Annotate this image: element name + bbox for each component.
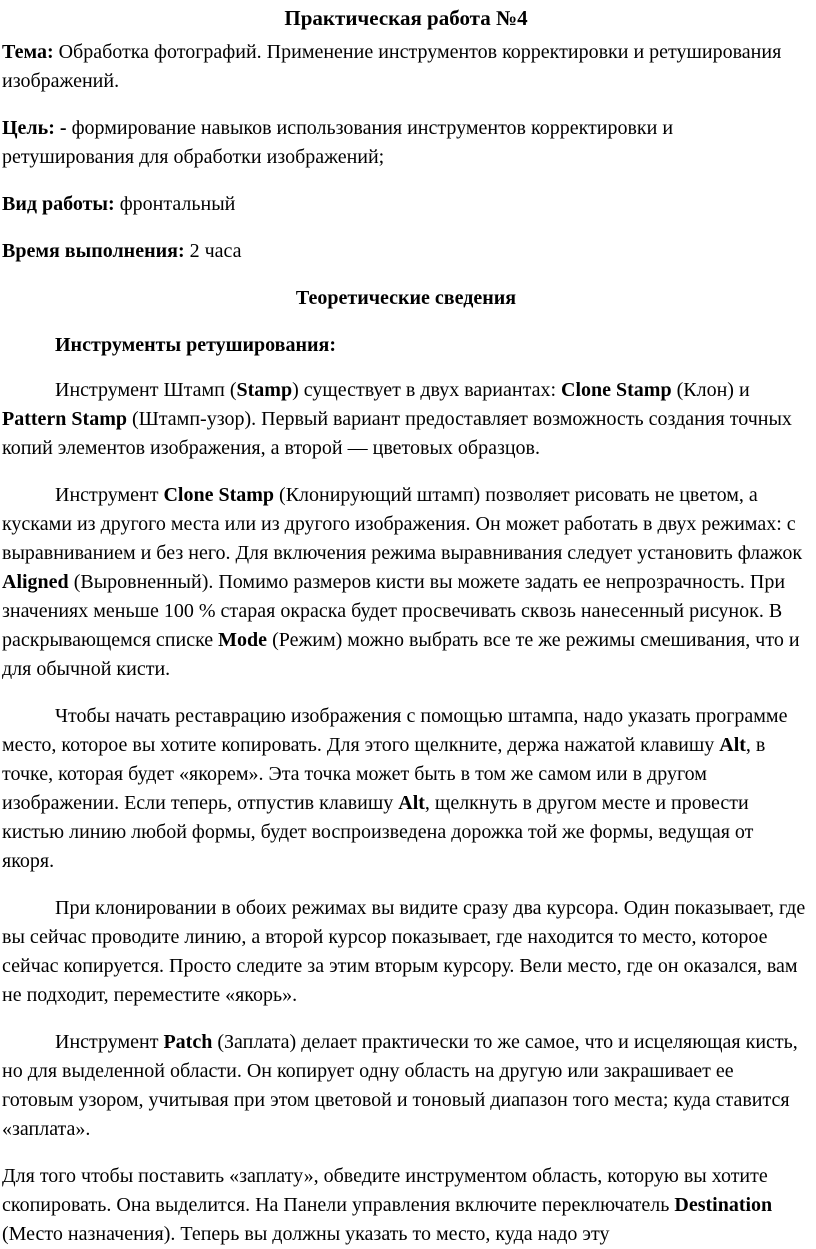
- paragraph-cloning-cursors: При клонировании в обоих режимах вы видите сразу два курсора. Один показывает, где вы сейчас проводите линию, а второй курсор показывает, где находится то место, которое сейчас копируется. Просто следите за этим вторым курсору. Вели место, где он оказался, вам не подходит, переместите «якорь».: [2, 897, 806, 1006]
- term-destination: Destination: [674, 1194, 773, 1216]
- meta-worktype: [2, 190, 810, 219]
- term-clone-stamp: Clone Stamp: [163, 484, 275, 506]
- time-text: 2 часа: [184, 240, 242, 262]
- term-mode: Mode: [218, 629, 268, 651]
- text-run: , в точке, которая будет «якорем». Эта точка может быть в том же самом или в другом изображении. Если теперь, отпустив клавишу: [2, 734, 766, 814]
- text-run: (Клон) и: [671, 379, 750, 401]
- goal-text: формирование навыков использования инструментов корректировки и ретуширования для обработки изображений;: [2, 117, 674, 168]
- term-alt: Alt: [719, 734, 746, 756]
- text-run: Инструмент Штамп (: [55, 379, 237, 401]
- worktype-label: Вид работы:: [2, 193, 115, 215]
- page-title: Практическая работа №4: [284, 6, 528, 30]
- text-run: (Режим) можно выбрать все те же режимы смешивания, что и для обычной кисти.: [2, 629, 800, 680]
- meta-time: [2, 237, 810, 266]
- worktype-text: фронтальный: [114, 193, 236, 215]
- paragraph-restoration: [2, 702, 810, 876]
- paragraph-stamp: [2, 376, 810, 463]
- text-run: (Выровненный). Помимо размеров кисти вы можете задать ее непрозрачность. При значениях меньше 100 % старая окраска будет просвечивать сквозь нанесенный рисунок. В раскрывающемся списке: [2, 571, 786, 651]
- term-alt: Alt: [398, 792, 425, 814]
- text-run: Инструмент: [55, 1031, 164, 1053]
- text-run: (Штамп-узор). Первый вариант предоставляет возможность создания точных копий элементов изображения, а второй — цветовых образцов.: [2, 408, 792, 459]
- term-pattern-stamp: Pattern Stamp: [2, 408, 127, 430]
- topic-label: Тема:: [2, 41, 54, 63]
- term-patch: Patch: [163, 1031, 213, 1053]
- paragraph-clone-stamp: [2, 481, 810, 684]
- paragraph-patch: [2, 1028, 810, 1144]
- text-run: Чтобы начать реставрацию изображения с помощью штампа, надо указать программе место, которое вы хотите копировать. Для этого щелкните, держа нажатой клавишу: [2, 705, 788, 756]
- topic-text: Обработка фотографий. Применение инструментов корректировки и ретуширования изображений.: [2, 41, 782, 92]
- text-run: ) существует в двух вариантах:: [292, 379, 562, 401]
- subsection-title: Инструменты ретуширования:: [55, 334, 337, 356]
- text-run: (Заплата) делает практически то же самое, что и исцеляющая кисть, но для выделенной области. Он копирует одну область на другую или закрашивает ее готовым узором, учитывая при этом цветовой и тоновый диапазон того места; куда ставится «заплата».: [2, 1031, 798, 1140]
- meta-goal: [2, 114, 810, 172]
- text-run: (Место назначения). Теперь вы должны указать то место, куда надо эту: [2, 1223, 610, 1245]
- time-label: Время выполнения:: [2, 240, 185, 262]
- section-title: Теоретические сведения: [295, 287, 517, 309]
- meta-topic: [2, 38, 810, 96]
- text-run: , щелкнуть в другом месте и провести кистью линию любой формы, будет воспроизведена дорожка той же формы, ведущая от якоря.: [2, 792, 754, 872]
- text-run: (Клонирующий штамп) позволяет рисовать не цветом, а кусками из другого места или из другого изображения. Он может работать в двух режимах: с выравниванием и без него. Для включения режима выравнивания следует установить флажок: [2, 484, 803, 564]
- term-stamp: Stamp: [236, 379, 293, 401]
- term-clone-stamp: Clone Stamp: [561, 379, 672, 401]
- term-aligned: Aligned: [2, 571, 69, 593]
- text-run: Для того чтобы поставить «заплату», обведите инструментом область, которую вы хотите скопировать. Она выделится. На Панели управления включите переключатель: [2, 1165, 768, 1216]
- text-run: Инструмент: [55, 484, 164, 506]
- goal-label: Цель: -: [2, 117, 67, 139]
- paragraph-patch-howto: [2, 1162, 810, 1249]
